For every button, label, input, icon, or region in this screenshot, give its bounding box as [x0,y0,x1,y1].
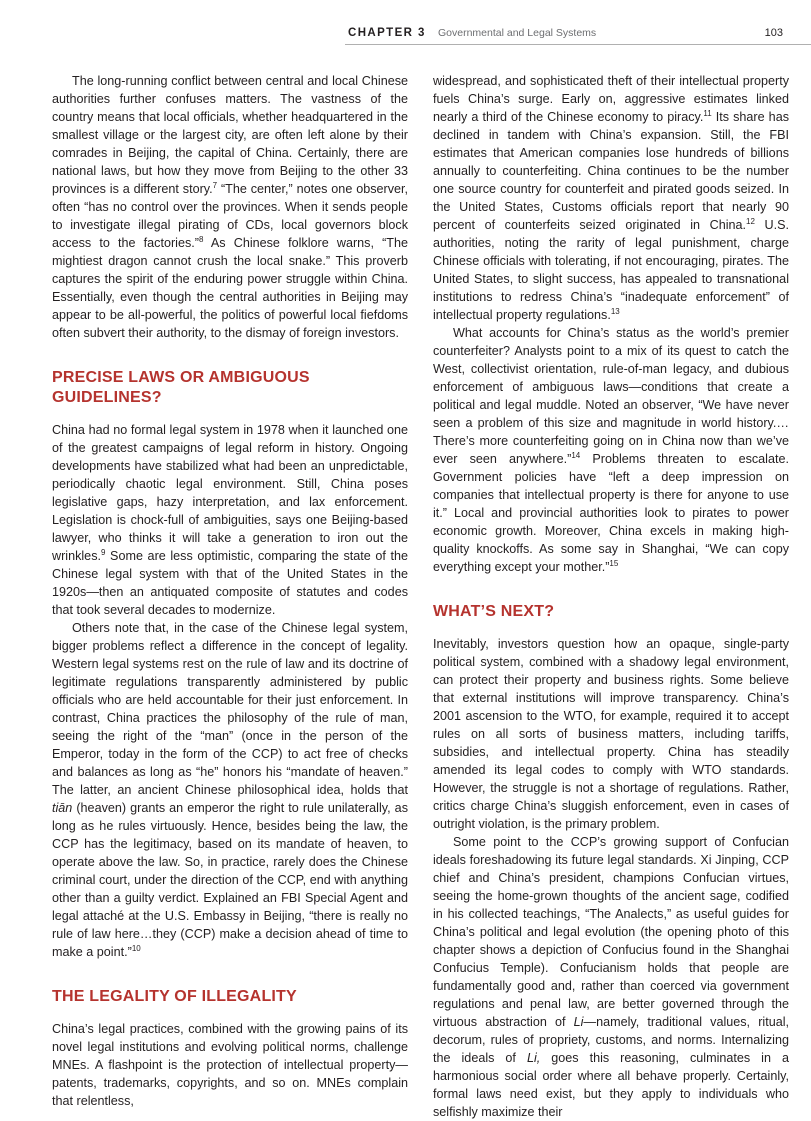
section-heading-precise-laws: PRECISE LAWS OR AMBIGUOUS GUIDELINES? [52,369,310,406]
right-column [433,72,789,1121]
page-number: 103 [764,27,783,39]
paragraph: What accounts for China’s status as the world’s premier counterfeiter? Analysts point to a mix of its quest to catch the West, collectivist orientation, rule-of-man legacy, and dubious enforcement of ambiguous laws—conditions that create a political and legal muddle. Noted an observer, “We have never seen a problem of this size and magnitude in world history.…There’s more counterfeiting going on in China now than we’ve ever seen anywhere.”$^{14}$ Problems threaten to escalate. Government policies have “left a deep impression on companies that intellectual property is there for anyone to use it.” Local and provincial authorities look to pirates to power economic growth. Moreover, China excels in making high-quality knockoffs. As some say in Shanghai, “We can copy everything except your mother.”$^{15}$ [433,326,789,574]
section-heading-legality: THE LEGALITY OF ILLEGALITY [52,988,297,1005]
running-header [0,23,811,45]
footnote-ref: 7 [212,180,218,190]
left-column [52,72,408,1110]
paragraph: China had no formal legal system in 1978 when it launched one of the greatest campaigns of legal reform in history. Ongoing developments have stabilized what had been an unpredictable, periodically chaotic legal environment. Still, China poses legislative gaps, hazy interpretation, and lax enforcement. Legislation is chock-full of ambiguities, says one Beijing-based lawyer, who thinks it will take a generation to iron out the wrinkles.$^9$ Some are less optimistic, comparing the state of the Chinese legal system with that of the United States in the 1920s—then an antiquated composite of statutes and codes that took several decades to modernize. [52,423,408,617]
footnote-ref: 15 [609,558,619,568]
footnote-ref: 12 [746,216,755,226]
chapter-label: CHAPTER 3 [348,27,426,39]
paragraph: Others note that, in the case of the Chinese legal system, bigger problems reflect a difference in the concept of legality. Western legal systems rest on the rule of law and its doctrine of legitimate regulations transparently administered by public officials who are held accountable for their just enforcement. In contrast, China practices the philosophy of the rule of man, seeing the right of the “man” (once in the person of the Emperor, today in the form of the CCP) to act free of checks and balances as long as “he” honors his “mandate of heaven.” The latter, an ancient Chinese philosophical idea, holds that tiān (heaven) grants an emperor the right to rule unilaterally, as long as he rules virtuously. Hence, besides being the law, the CCP has the legitimacy, based on its mandate of heaven, to operate above the law. So, in practice, rarely does the Chinese criminal court, under the direction of the CCP, end with anything other than a guilty verdict. Explained an FBI Special Agent and legal attaché at the U.S. Embassy in Beijing, “there is really no rule of law here…they (CCP) make a decision ahead of time to make a point.”$^{10}$ [52,621,408,959]
footnote-ref: 8 [198,234,204,244]
paragraph: Inevitably, investors question how an opaque, single-party political system, combined with a shadowy legal environment, can protect their property and business rights. Some believe that external institutions will improve transparency. China’s 2001 ascension to the WTO, for example, required it to accept rules on all sorts of business matters, including tariffs, subsidies, and intellectual property. China has steadily amended its legal codes to comply with WTO standards. However, the struggle is not a shortage of regulations. Rather, critics charge China’s sluggish enforcement, even in cases of outright violation, is the primary problem. [433,637,789,831]
footnote-ref: 9 [101,547,106,557]
paragraph: Some point to the CCP’s growing support of Confucian ideals foreshadowing its future legal standards. Xi Jinping, CCP chief and China’s president, champions Confucian virtues, seeing the home-grown thoughts of the ancient sage, codified in his collected teachings, “The Analects,” as useful guides for China’s political and legal evolution (the opening photo of this chapter shows a depiction of Confucius found in the Shanghai Confucius Temple). Confucianism holds that people are fundamentally good and, rather than coerced via government regulations and penal law, are better governed through the virtuous abstraction of Li—namely, traditional values, ritual, decorum, rules of propriety, customs, and norms. Internalizing the ideals of Li, goes this reasoning, culminates in a harmonious social order where all behave properly. Certainly, formal laws need exist, but they apply to individuals who selfishly maximize their [433,835,790,1119]
section-heading-whats-next: WHAT’S NEXT? [433,603,555,620]
footnote-ref: 13 [610,306,620,316]
footnote-ref: 11 [703,108,712,118]
footnote-ref: 14 [571,450,581,460]
footnote-ref: 10 [131,943,141,953]
paragraph: The long-running conflict between central and local Chinese authorities further confuses matters. The vastness of the country means that local officials, whether headquartered in the smallest village or the largest city, are often left alone by their comrades in Beijing, the capital of China. Certainly, there are national laws, but how they move from Beijing to the other 33 provinces is a different story.$^7$ “The center,” notes one observer, often “has no control over the provinces. When it sends people to investigate illegal pirating of CDs, local governors block access to the factories.”$^8$ As Chinese folklore warns, “The mightiest dragon cannot crush the local snake.” This proverb captures the spirit of the enduring power struggle within China. Essentially, even though the central authorities in Beijing may appear to be all-powerful, the politics of powerful local fiefdoms often subvert their authority, to the dismay of foreign investors. [52,74,408,340]
header-rule [345,44,811,45]
paragraph: widespread, and sophisticated theft of their intellectual property fuels China’s surge. Early on, aggressive estimates linked nearly a third of the Chinese economy to piracy.$^{11}$ Its share has declined in tandem with China’s expansion. Still, the FBI estimates that American companies lose hundreds of billions annually to counterfeiting. China continues to be the number one source country for counterfeit and pirated goods seized. In the United States, Customs officials report that nearly 90 percent of counterfeits seized originated in China.$^{12}$ U.S. authorities, noting the rarity of legal punishment, charge Chinese officials with tolerating, if not encouraging, pirates. The United States, to slight success, has appealed to transnational institutions to redress China’s “inadequate enforcement” of intellectual property regulations.$^{13}$ [433,74,789,322]
chapter-title: Governmental and Legal Systems [438,27,597,39]
paragraph: China’s legal practices, combined with the growing pains of its novel legal institutions and evolving political norms, challenge MNEs. A flashpoint is the protection of intellectual property—patents, trademarks, copyrights, and so on. MNEs complain that relentless, [52,1022,408,1108]
